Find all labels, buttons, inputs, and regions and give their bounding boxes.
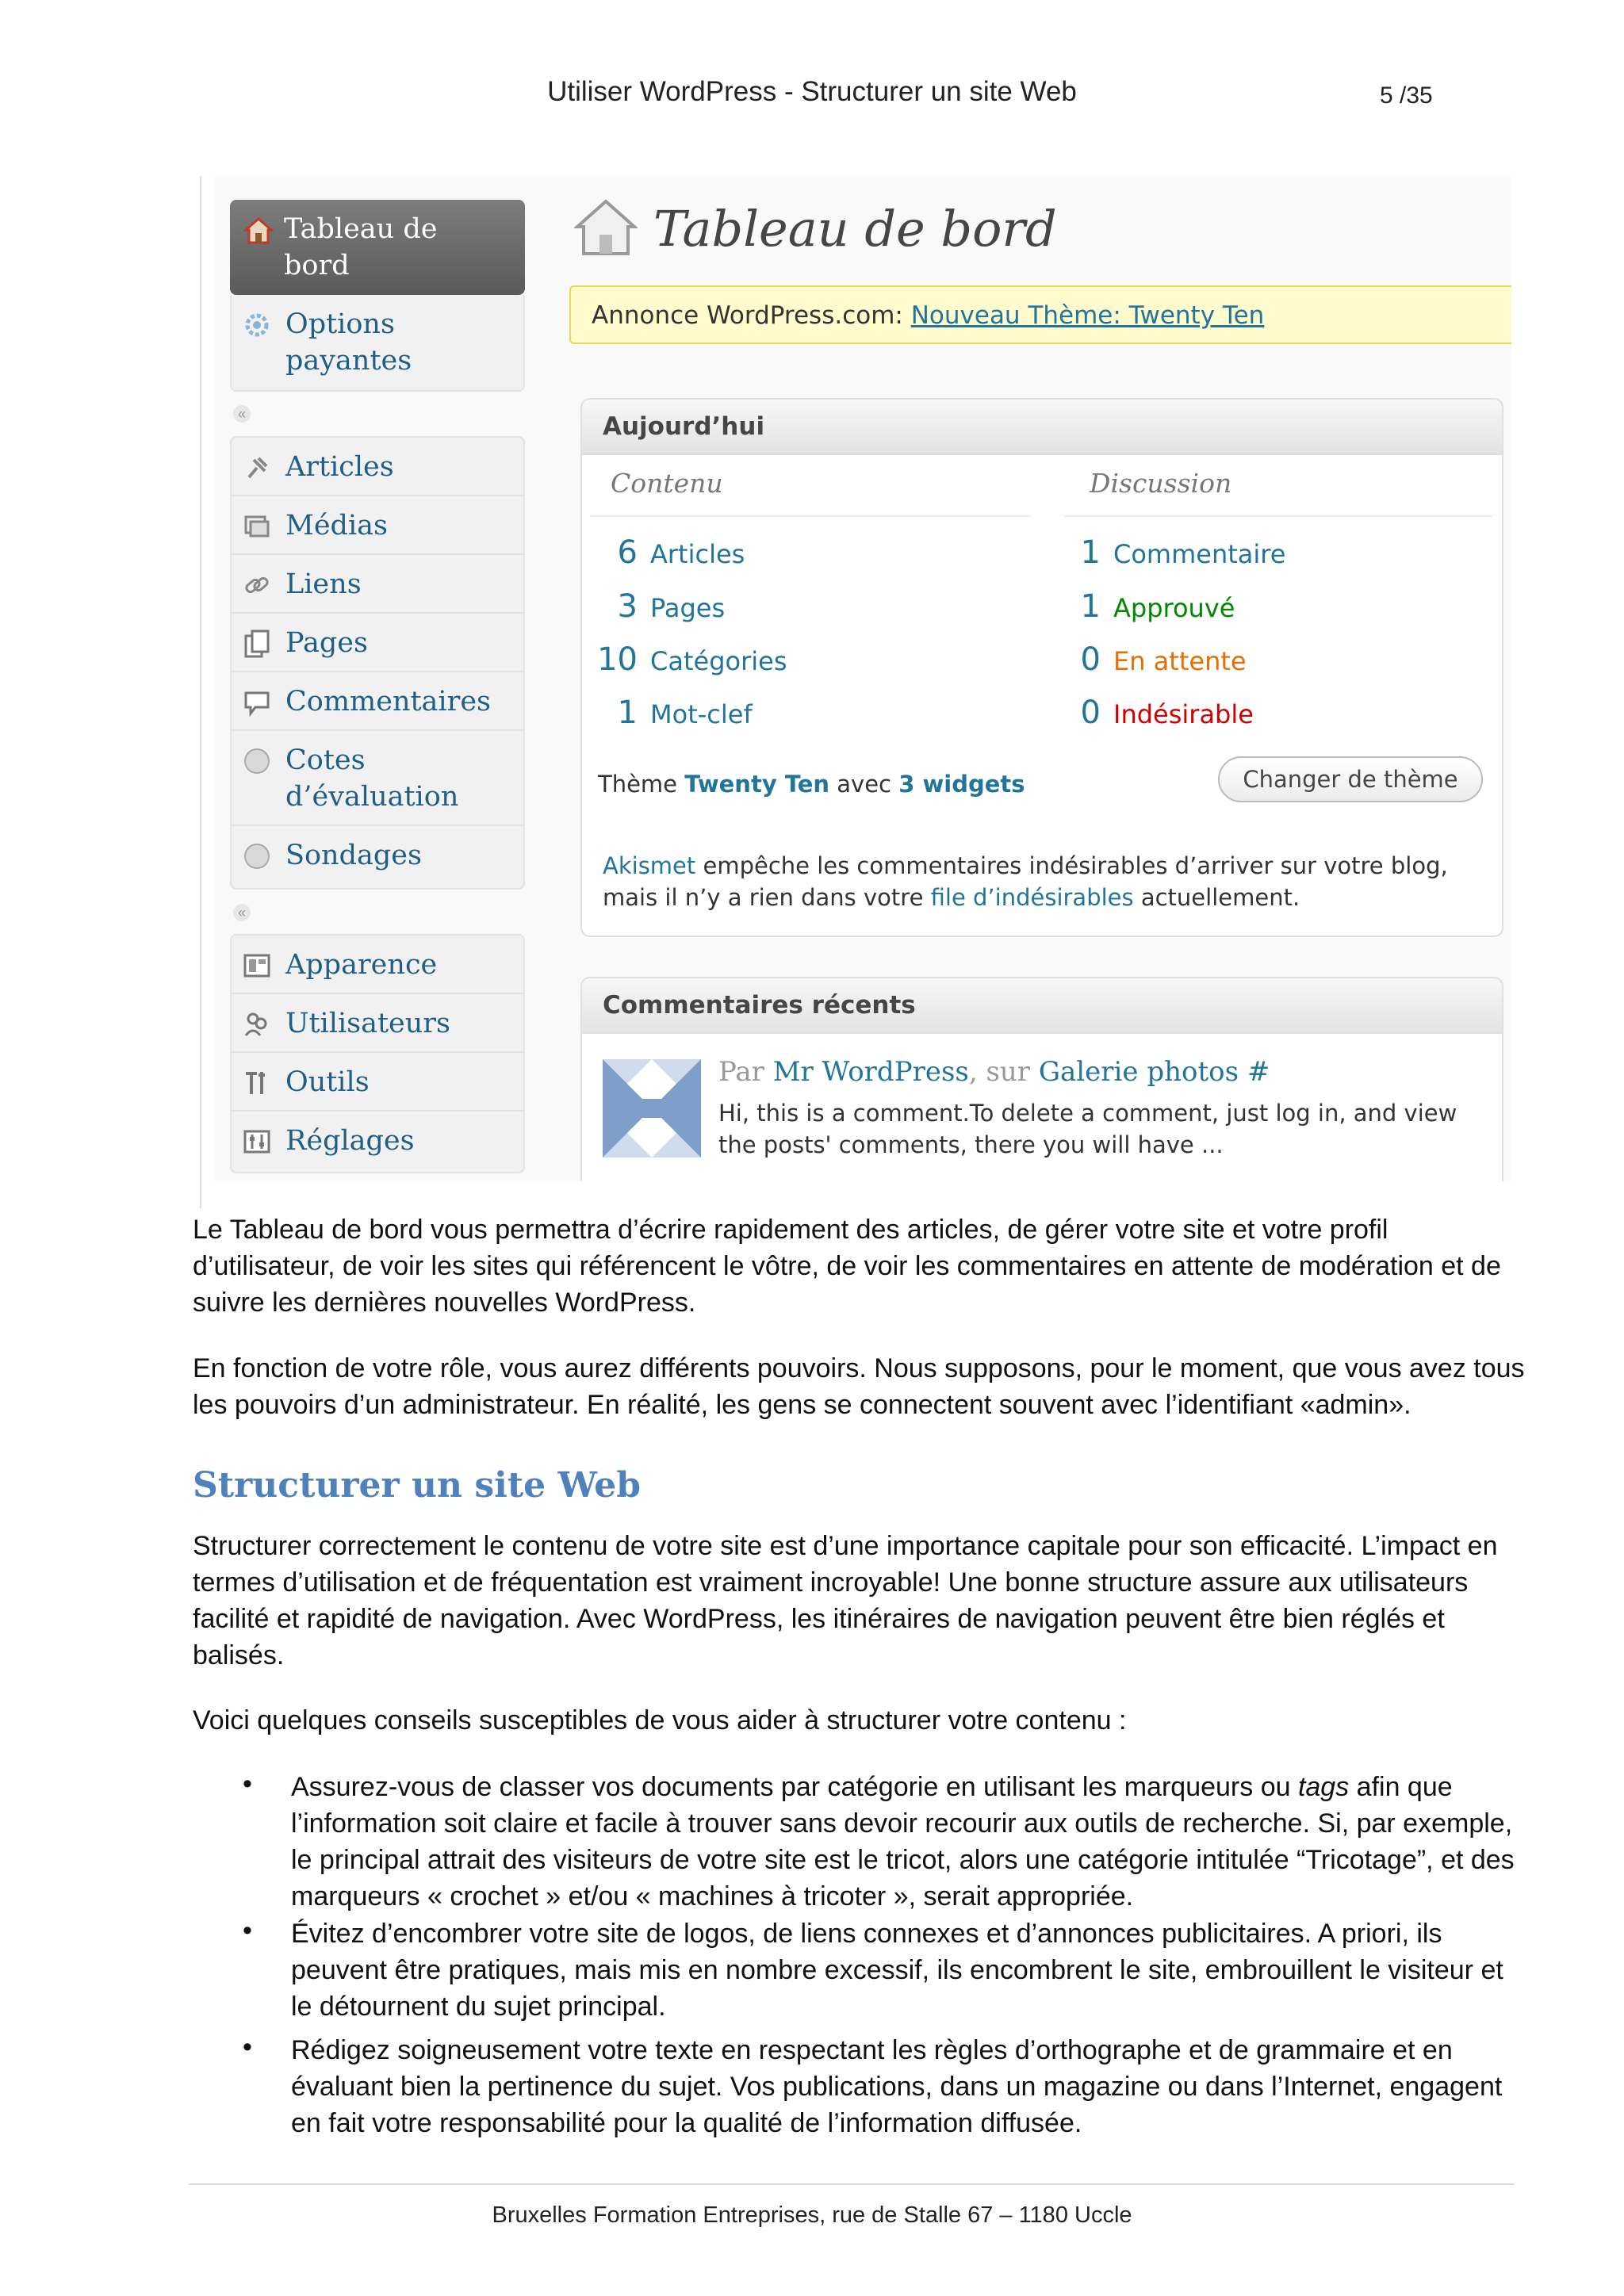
bullet-marker: • (243, 1769, 252, 1799)
pin-icon (243, 453, 271, 482)
comment-excerpt-line-2: the posts' comments, there you will have ... (718, 1131, 1224, 1158)
page-footer: Bruxelles Formation Entreprises, rue de Stalle 67 – 1180 Uccle (492, 2202, 1132, 2228)
sidebar-item-commentaires[interactable] (232, 672, 523, 731)
settings-sliders-icon (243, 1127, 271, 1156)
stat-count: 1 (1080, 534, 1101, 571)
sidebar-item-dashboard[interactable] (230, 200, 525, 295)
sidebar-item-articles[interactable] (232, 438, 523, 496)
bullet-item-writing: Rédigez soigneusement votre texte en respectant les règles d’orthographe et de grammaire et en évaluant bien la pertinence du sujet. Vos publications, dans un magazine ou dans l’Internet, engagent en fait votre responsabilité pour la qualité de l’information diffusée. (291, 2035, 1503, 2138)
avatar (603, 1059, 701, 1158)
today-widget (580, 398, 1503, 937)
stat-count: 1 (1080, 588, 1101, 625)
theme-prefix: Thème (598, 771, 678, 798)
sidebar-item-label: Médias (285, 510, 388, 541)
announcement-notice (569, 285, 1511, 344)
sidebar-item-reglages[interactable] (232, 1112, 523, 1170)
rating-icon (243, 747, 271, 775)
home-icon (243, 216, 274, 246)
sidebar-item-label: Commentaires (285, 686, 492, 718)
stat-count: 6 (617, 534, 638, 571)
collapse-arrow-icon[interactable]: « (233, 904, 251, 921)
stat-count: 10 (597, 641, 638, 678)
column-divider (1064, 515, 1492, 517)
change-theme-button[interactable]: Changer de thème (1218, 756, 1483, 802)
sidebar-item-apparence[interactable] (232, 936, 523, 994)
gear-icon (243, 311, 271, 339)
stat-label: Mot-clef (650, 699, 753, 729)
content-column-header: Contenu (611, 468, 723, 499)
theme-name-link[interactable]: Twenty Ten (684, 771, 830, 798)
sidebar-item-utilisateurs[interactable] (232, 994, 523, 1053)
stat-label: Pages (650, 593, 726, 623)
section-heading: Structurer un site Web (193, 1465, 642, 1506)
collapse-arrow-icon[interactable]: « (233, 405, 251, 423)
dashboard-screenshot (214, 176, 1511, 1181)
document-title: Utiliser WordPress - Structurer un site Web (547, 76, 1077, 107)
sidebar-item-liens[interactable] (232, 555, 523, 614)
comment-excerpt-line-1: Hi, this is a comment.To delete a comment, just log in, and view (718, 1100, 1457, 1127)
notice-link[interactable]: Nouveau Thème: Twenty Ten (910, 301, 1265, 330)
comment-meta (718, 1056, 1270, 1088)
bullet-item-categories (291, 1769, 1528, 1915)
sidebar-item-label: Liens (285, 568, 362, 600)
bullet-marker: • (243, 2032, 252, 2062)
screenshot-left-border (200, 176, 201, 1208)
sidebar-options-label: Options payantes (285, 308, 412, 377)
roles-paragraph: En fonction de votre rôle, vous aurez différents pouvoirs. Nous supposons, pour le moment, que vous avez tous les pouvoirs d’un administrateur. En réalité, les gens se connectent souvent avec l’identifiant «admin». (193, 1353, 1525, 1420)
comment-by: Par (718, 1056, 764, 1088)
today-widget-title: Aujourd’hui (582, 400, 1502, 455)
sidebar-item-sondages[interactable] (232, 826, 523, 885)
sidebar-content-group (230, 436, 525, 890)
stat-count: 0 (1080, 641, 1101, 678)
akismet-link[interactable]: Akismet (603, 852, 696, 879)
bullet-text: Assurez-vous de classer vos documents par catégorie en utilisant les marqueurs ou (291, 1772, 1298, 1802)
structure-paragraph: Structurer correctement le contenu de votre site est d’une importance capitale pour son efficacité. L’impact en termes d’utilisation et de fréquentation est vraiment incroyable! Une bonne structure assure aux utilisateurs facilité et rapidité de navigation. Avec WordPress, les itinéraires de navigation peuvent être bien réglés et balisés. (193, 1531, 1498, 1670)
comment-author-link[interactable]: Mr WordPress (772, 1056, 969, 1088)
akismet-info (603, 850, 1448, 913)
sidebar-item-label: Articles (285, 451, 394, 483)
stat-label: Approuvé (1113, 593, 1235, 623)
stat-label: Catégories (650, 646, 787, 676)
widgets-link[interactable]: 3 widgets (898, 771, 1025, 798)
akismet-text-2a: mais il n’y a rien dans votre (603, 884, 924, 911)
bullet-emphasis: tags (1297, 1772, 1350, 1802)
users-icon (243, 1010, 271, 1039)
sidebar-item-medias[interactable] (232, 496, 523, 555)
stat-count: 0 (1080, 695, 1101, 731)
comment-on: , sur (968, 1056, 1031, 1088)
sidebar-item-label: Cotes d’évaluation (285, 744, 459, 813)
bullet-item-clutter: Évitez d’encombrer votre site de logos, de liens connexes et d’annonces publicitaires. A priori, ils peuvent être pratiques, mais mis en nombre excessif, ils encombrent le site, embrouillent le visiteur et le détournent du sujet principal. (291, 1919, 1503, 2022)
sidebar-options-group (230, 295, 525, 392)
sidebar-item-label: Réglages (285, 1125, 415, 1157)
akismet-text-2b: actuellement. (1140, 884, 1300, 911)
page-title: Tableau de bord (653, 200, 1057, 258)
sidebar-item-label: Utilisateurs (285, 1008, 450, 1039)
sidebar-item-options[interactable] (232, 295, 523, 390)
column-divider (590, 515, 1031, 517)
theme-mid: avec (837, 771, 892, 798)
stat-label: Articles (650, 539, 745, 569)
sidebar-item-label: Sondages (285, 840, 422, 871)
sidebar-dashboard-label: Tableau de bord (284, 213, 438, 281)
poll-icon (243, 842, 271, 871)
comment-bubble-icon (243, 688, 271, 717)
sidebar-item-pages[interactable] (232, 614, 523, 672)
akismet-text-1: empêche les commentaires indésirables d’arriver sur votre blog, (703, 852, 1448, 879)
bullet-marker: • (243, 1915, 252, 1946)
link-icon (243, 571, 271, 599)
sidebar-item-cotes[interactable] (232, 731, 523, 826)
intro-paragraph: Le Tableau de bord vous permettra d’écrire rapidement des articles, de gérer votre site et votre profil d’utilisateur, de voir les sites qui référencent le vôtre, de voir les commentaires en attente de modération et de suivre les dernières nouvelles WordPress. (193, 1215, 1501, 1318)
dashboard-home-icon (574, 198, 638, 257)
sidebar-item-label: Outils (285, 1066, 370, 1098)
stat-label: En attente (1113, 646, 1247, 676)
spam-queue-link[interactable]: file d’indésirables (930, 884, 1134, 911)
sidebar-item-label: Pages (285, 627, 368, 659)
media-icon (243, 512, 271, 541)
sidebar-item-outils[interactable] (232, 1053, 523, 1112)
stat-label: Indésirable (1113, 699, 1254, 729)
page-number: 5 /35 (1380, 82, 1433, 109)
appearance-icon (243, 951, 271, 980)
recent-comments-title: Commentaires récents (582, 978, 1502, 1034)
sidebar-item-label: Apparence (285, 949, 438, 981)
comment-excerpt (718, 1097, 1457, 1161)
footer-divider (189, 2183, 1515, 2185)
recent-comments-widget (580, 977, 1503, 1181)
notice-prefix: Annonce WordPress.com: (592, 301, 903, 330)
theme-info (598, 771, 1025, 798)
pages-icon (243, 629, 271, 658)
stat-label: Commentaire (1113, 539, 1286, 569)
tips-intro-paragraph: Voici quelques conseils susceptibles de vous aider à structurer votre contenu : (193, 1705, 1127, 1735)
tools-icon (243, 1069, 271, 1097)
comment-post-link[interactable]: Galerie photos # (1038, 1056, 1270, 1088)
stat-count: 1 (617, 695, 638, 731)
sidebar-settings-group (230, 934, 525, 1173)
stat-count: 3 (617, 588, 638, 625)
discussion-column-header: Discussion (1090, 468, 1232, 499)
bullet-text: afin que l’information soit claire et facile à trouver sans devoir recourir aux outils de recherche. Si, par exemple, le principal attrait des visiteurs de votre site est le tricot, alors une catégorie intitulée “Tricotage”, et des marqueurs « crochet » et/ou « machines à tricoter », serait appropriée. (291, 1772, 1515, 1911)
